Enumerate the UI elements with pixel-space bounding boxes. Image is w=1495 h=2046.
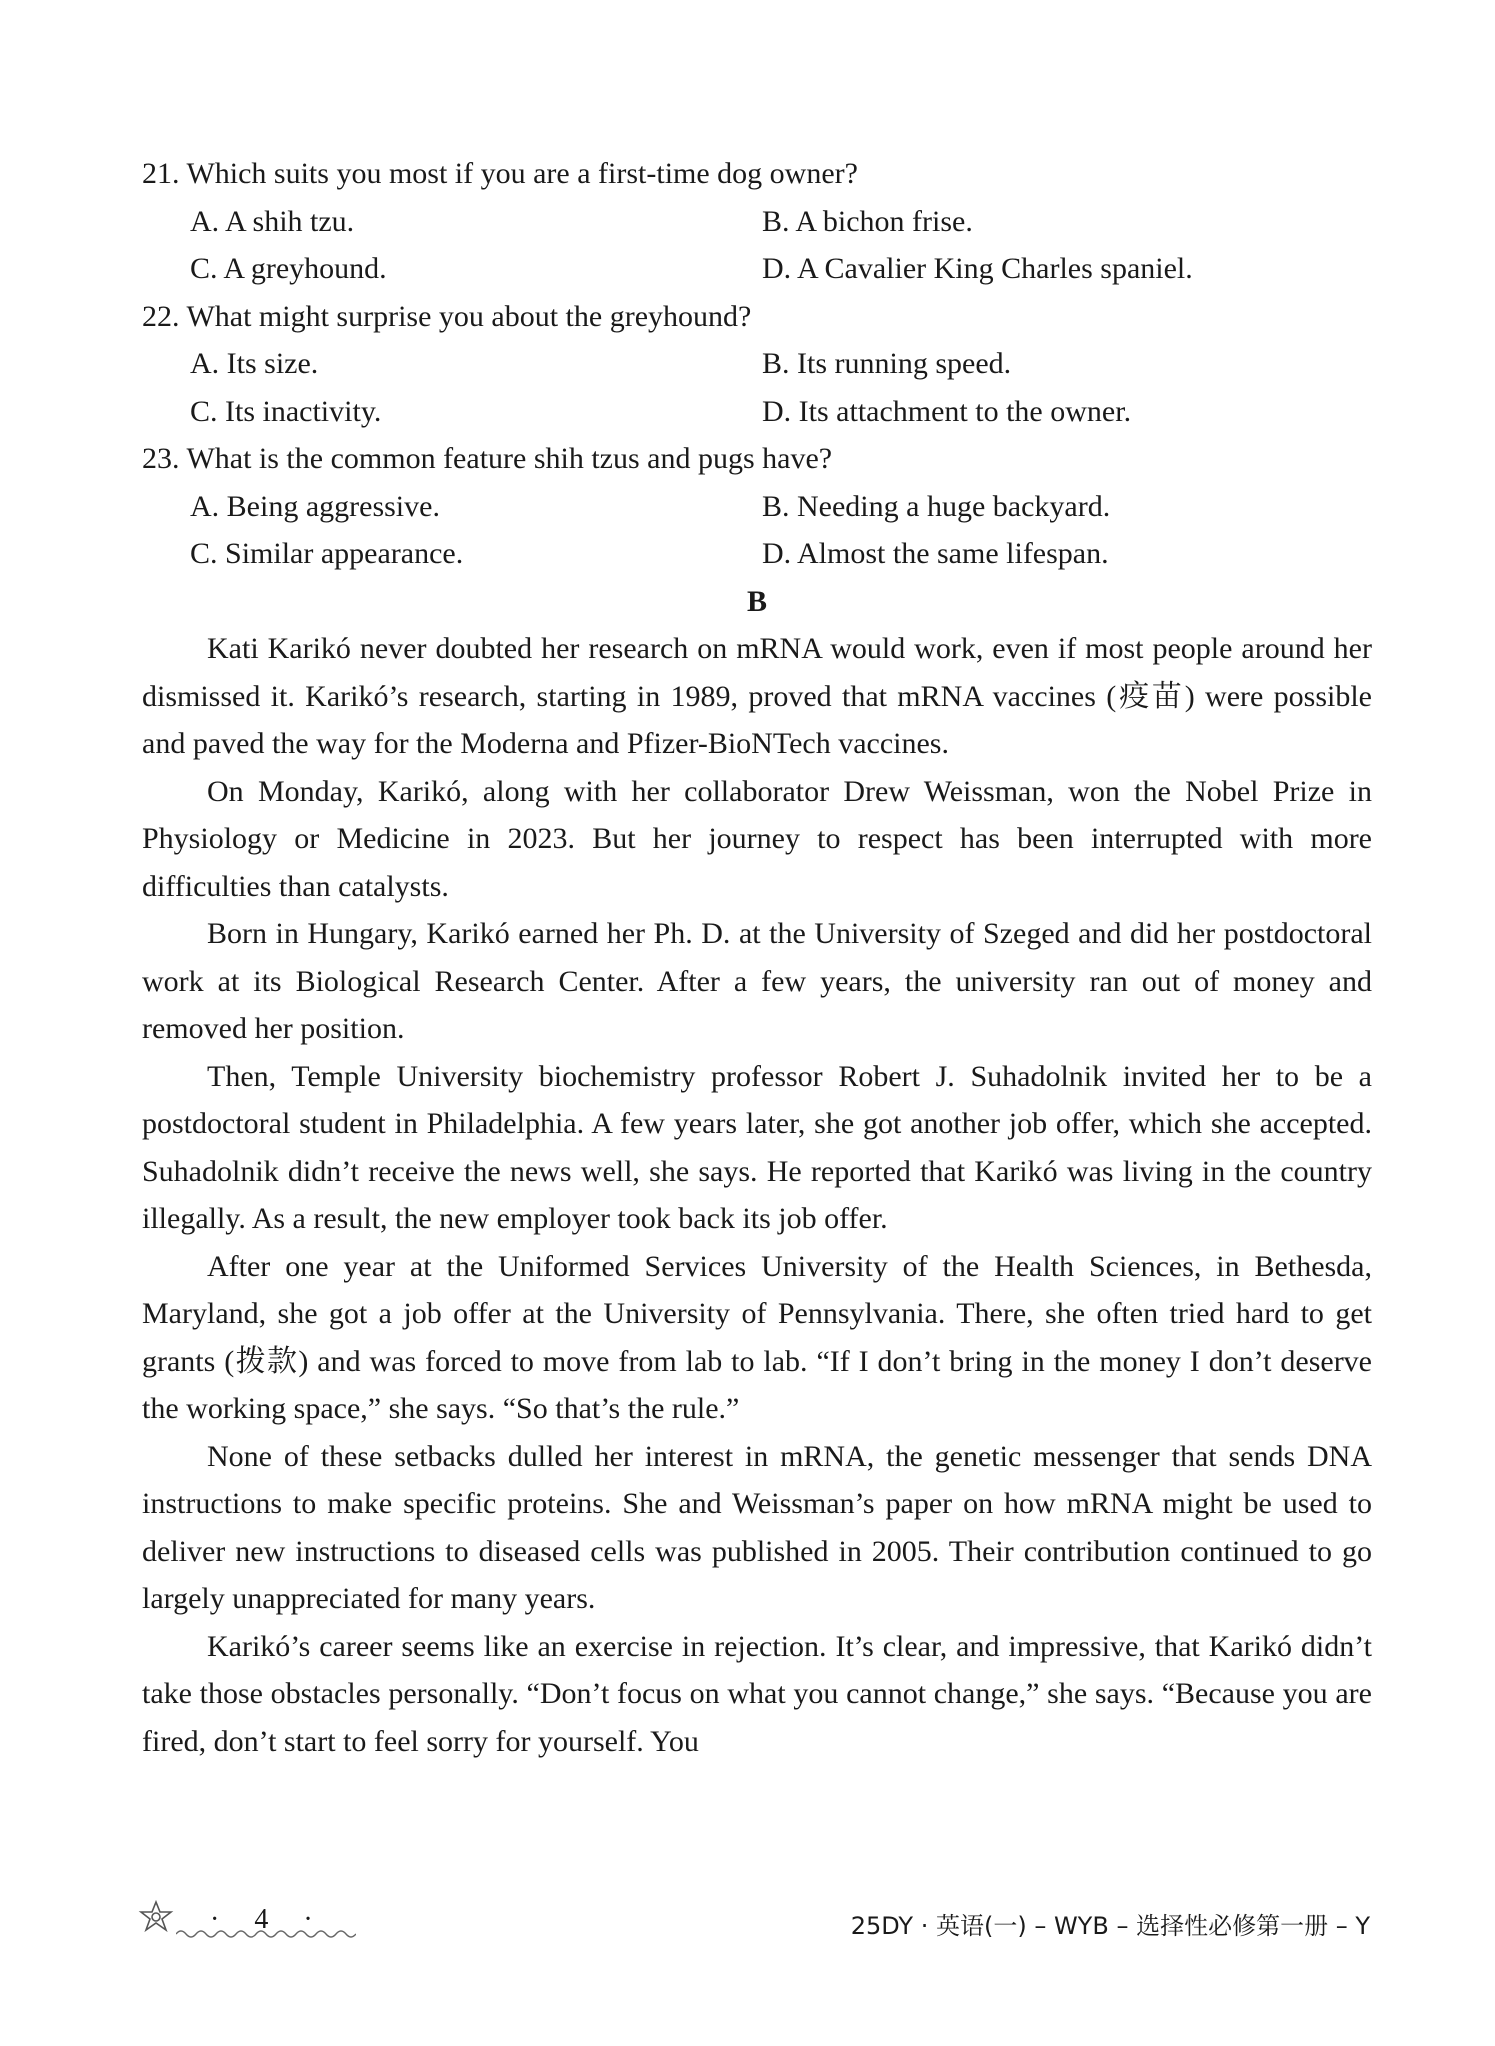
question-21 — [142, 150, 1372, 293]
option-c: C. Similar appearance. — [190, 537, 464, 570]
paragraph: None of these setbacks dulled her interest in mRNA, the genetic messenger that sends DNA instructions to make specific proteins. She and Weissman’s paper on how mRNA might be used to deliver new instructions to diseased cells was published in 2005. Their contribution continued to go largely unappreciated for many years. — [142, 1439, 1372, 1615]
paragraph: Born in Hungary, Karikó earned her Ph. D. at the University of Szeged and did her postdoctoral work at its Biological Research Center. After a few years, the university ran out of money and removed her position. — [142, 917, 1372, 1045]
paragraph: Kati Karikó never doubted her research on mRNA would work, even if most people around her dismissed it. Karikó’s research, starting in 1989, proved that mRNA vaccines (疫苗) were possible and paved the way for the Moderna and Pfizer-BioNTech vaccines. — [142, 632, 1372, 760]
question-stem: 21. Which suits you most if you are a first-time dog owner? — [142, 157, 858, 190]
document-body — [142, 150, 1372, 1765]
option-d: D. Almost the same lifespan. — [762, 537, 1109, 570]
question-22 — [142, 293, 1372, 436]
option-b: B. Needing a huge backyard. — [762, 489, 1111, 523]
passage — [142, 625, 1372, 1765]
option-a: A. Being aggressive. — [190, 489, 440, 523]
question-23 — [142, 435, 1372, 578]
option-a: A. Its size. — [190, 347, 319, 380]
paragraph: Karikó’s career seems like an exercise in rejection. It’s clear, and impressive, that Karikó didn’t take those obstacles personally. “Don’t focus on what you cannot change,” she says. “Because you are fired, don’t start to feel sorry for yourself. You — [142, 1629, 1372, 1758]
book-code: 25DY · 英语(一) – WYB – 选择性必修第一册 – Y — [850, 1912, 1370, 1940]
option-d: D. Its attachment to the owner. — [762, 394, 1132, 428]
question-stem: 23. What is the common feature shih tzus and pugs have? — [142, 442, 833, 475]
option-b: B. A bichon frise. — [762, 204, 973, 238]
option-c: C. A greyhound. — [190, 252, 387, 285]
paragraph: After one year at the Uniformed Services University of the Health Sciences, in Bethesda, Maryland, she got a job offer at the University of Pennsylvania. There, she often tried hard to get grants (拨款) and was forced to move from lab to lab. “If I don’t bring in the money I don’t deserve the working space,” she says. “So that’s the rule.” — [142, 1249, 1372, 1425]
option-d: D. A Cavalier King Charles spaniel. — [762, 252, 1193, 285]
question-stem: 22. What might surprise you about the greyhound? — [142, 299, 752, 333]
section-title: B — [746, 584, 767, 618]
page-number: · 4 · — [210, 1904, 327, 1935]
paragraph: On Monday, Karikó, along with her collaborator Drew Weissman, won the Nobel Prize in Physiology or Medicine in 2023. But her journey to respect has been interrupted with more difficulties than catalysts. — [142, 774, 1372, 903]
option-a: A. A shih tzu. — [190, 204, 355, 238]
wave-divider — [176, 1928, 356, 1940]
decorative-flower-icon — [136, 1898, 176, 1943]
paragraph: Then, Temple University biochemistry professor Robert J. Suhadolnik invited her to be a postdoctoral student in Philadelphia. A few years later, she got another job offer, which she accepted. Suhadolnik didn’t receive the news well, she says. He reported that Karikó was living in the country illegally. As a result, the new employer took back its job offer. — [142, 1059, 1372, 1235]
option-b: B. Its running speed. — [762, 347, 1012, 380]
page-footer — [0, 1898, 1495, 1958]
option-c: C. Its inactivity. — [190, 394, 382, 428]
